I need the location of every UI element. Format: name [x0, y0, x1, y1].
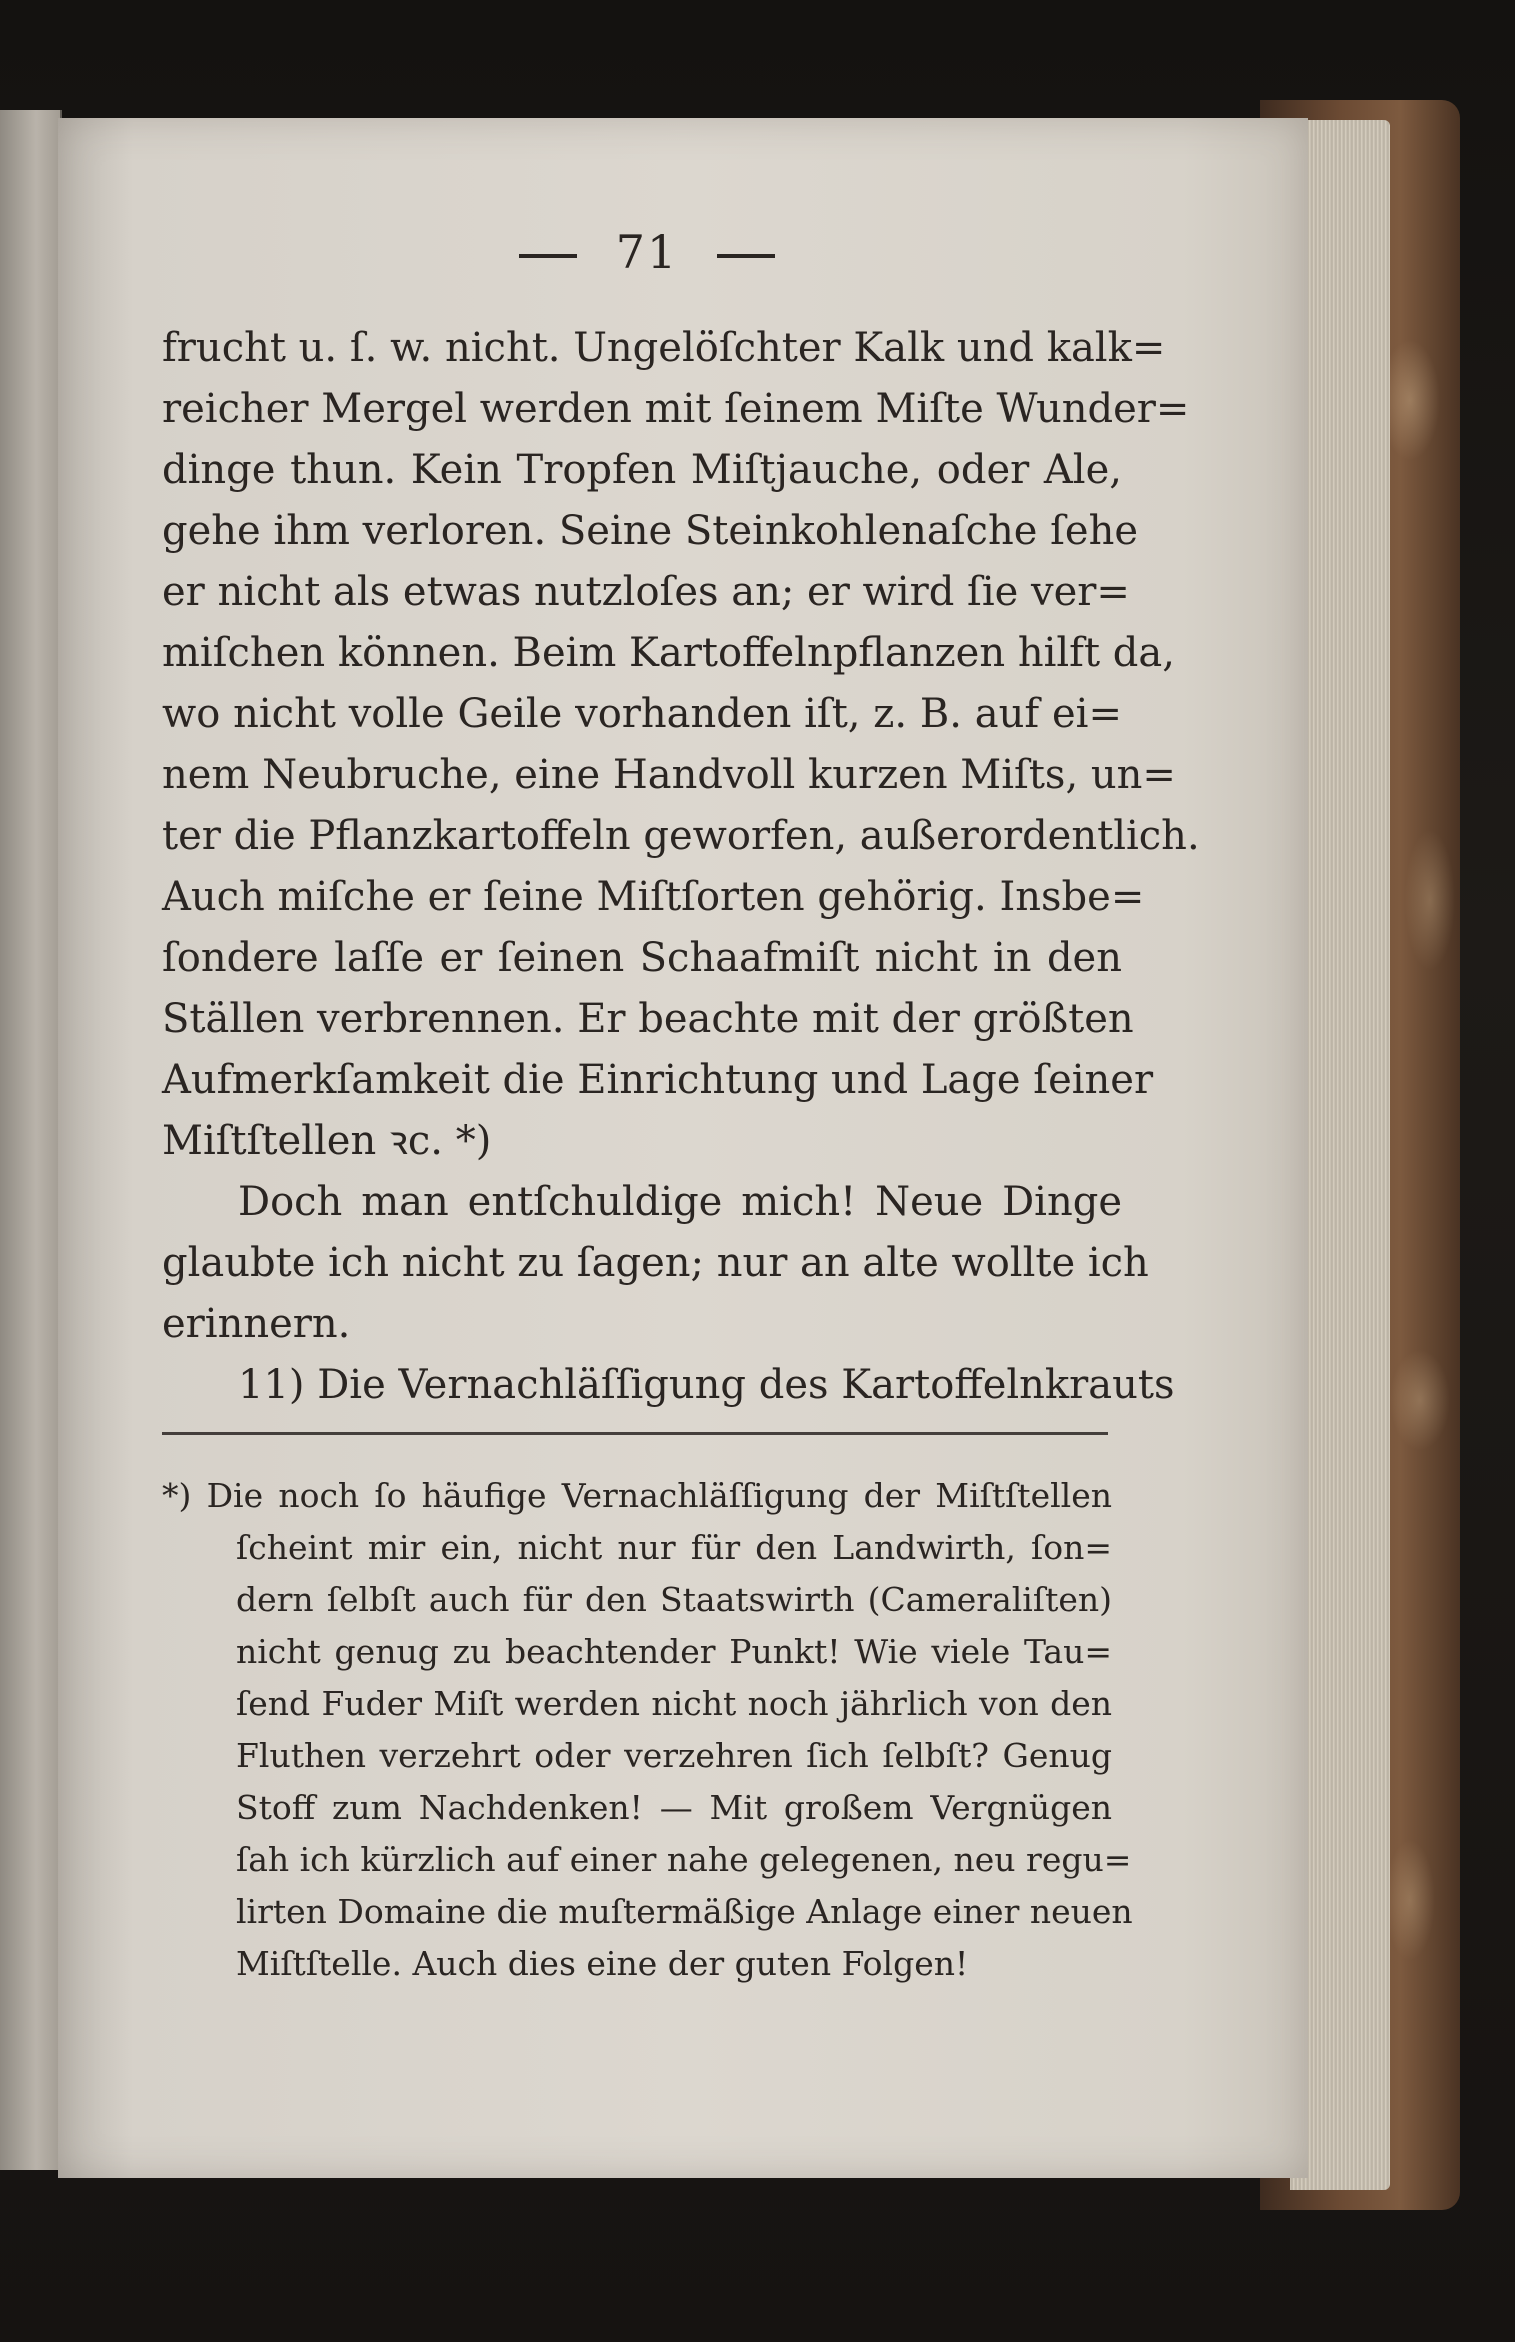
footnote-rule — [162, 1432, 1108, 1435]
text-line: Miſtſtellen ꝛc. *) — [162, 1118, 492, 1164]
text-line: nem Neubruche, eine Handvoll kurzen Miſts, un= — [162, 752, 1176, 798]
text-line: ter die Pflanzkartoffeln geworfen, außerordentlich. — [162, 813, 1200, 859]
text-line: gehe ihm verloren. Seine Steinkohlenaſche ſehe — [162, 508, 1139, 554]
facing-page-edge — [0, 110, 62, 2170]
footnote-line: lirten Domaine die muſtermäßige Anlage einer neuen — [236, 1892, 1133, 1931]
footnote-line: Stoff zum Nachdenken! — Mit großem Vergnügen — [236, 1788, 1112, 1827]
text-line: miſchen können. Beim Kartoffelnpflanzen hilft da, — [162, 630, 1175, 676]
section-heading-line: 11) Die Vernachläſſigung des Kartoffelnkrauts — [238, 1362, 1175, 1408]
text-line: glaubte ich nicht zu ſagen; nur an alte wollte ich — [162, 1240, 1149, 1286]
page-number: 71 — [615, 225, 679, 279]
footnote-line: *) Die noch ſo häufige Vernachläſſigung der Miſtſtellen — [162, 1476, 1112, 1515]
footnote-line: ſcheint mir ein, nicht nur für den Landwirth, ſon= — [236, 1528, 1112, 1567]
text-line: wo nicht volle Geile vorhanden iſt, z. B. auf ei= — [162, 691, 1122, 737]
footnote-line: Miſtſtelle. Auch dies eine der guten Folgen! — [236, 1944, 969, 1983]
footnote-line: ſah ich kürzlich auf einer nahe gelegenen, neu regu= — [236, 1840, 1132, 1879]
text-line: erinnern. — [162, 1301, 351, 1347]
footnote-line: dern ſelbſt auch für den Staatswirth (Cameraliſten) — [236, 1580, 1112, 1619]
text-line: Aufmerkſamkeit die Einrichtung und Lage ſeiner — [162, 1057, 1154, 1103]
footnote-line: nicht genug zu beachtender Punkt! Wie viele Tau= — [236, 1632, 1112, 1671]
text-line: ſondere laſſe er ſeinen Schaafmiſt nicht in den — [162, 935, 1122, 981]
text-line: frucht u. ſ. w. nicht. Ungelöſchter Kalk und kalk= — [162, 325, 1166, 371]
footnote-line: ſend Fuder Miſt werden nicht noch jährlich von den — [236, 1684, 1112, 1723]
footnote-line: Fluthen verzehrt oder verzehren ſich ſelbſt? Genug — [236, 1736, 1112, 1775]
main-text — [162, 318, 1200, 1416]
text-line: dinge thun. Kein Tropfen Miſtjauche, oder Ale, — [162, 447, 1122, 493]
text-line: Auch miſche er ſeine Miſtſorten gehörig. Insbe= — [162, 874, 1145, 920]
footnote — [162, 1470, 1133, 1990]
page-header — [162, 225, 1132, 279]
text-line: Doch man entſchuldige mich! Neue Dinge — [238, 1179, 1122, 1225]
text-line: Ställen verbrennen. Er beachte mit der größten — [162, 996, 1134, 1042]
text-line: er nicht als etwas nutzloſes an; er wird ſie ver= — [162, 569, 1130, 615]
header-dash-left — [519, 254, 577, 258]
header-dash-right — [717, 254, 775, 258]
text-line: reicher Mergel werden mit ſeinem Miſte Wunder= — [162, 386, 1190, 432]
